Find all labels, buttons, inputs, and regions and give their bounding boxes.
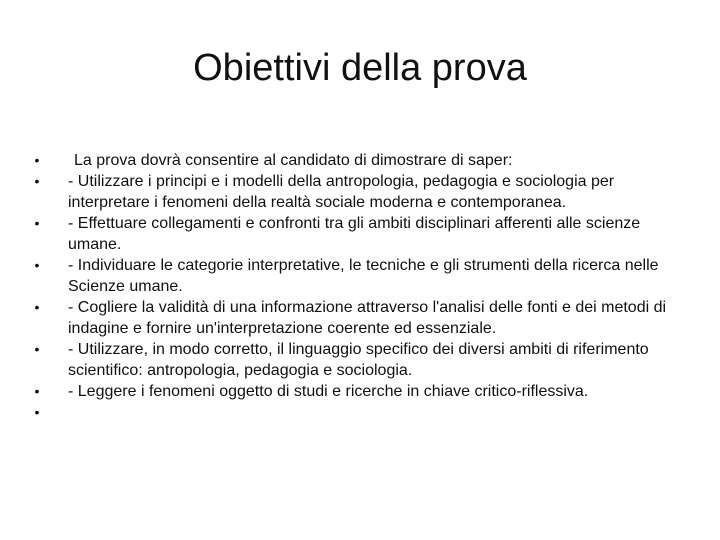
bullet-item	[30, 339, 690, 381]
bullet-text: - Effettuare collegamenti e confronti tra gli ambiti disciplinari afferenti alle scienze umane.	[68, 215, 641, 253]
bullet-marker: •	[34, 215, 40, 231]
bullet-text: - Utilizzare, in modo corretto, il linguaggio specifico dei diversi ambiti di riferimento scientifico: antropologia, pedagogia e sociologia.	[68, 341, 649, 379]
bullet-text: - Cogliere la validità di una informazione attraverso l'analisi delle fonti e dei metodi di indagine e fornire un'interpretazione coerente ed essenziale.	[68, 299, 667, 337]
slide-title: Obiettivi della prova	[193, 47, 527, 89]
bullet-marker: •	[34, 257, 40, 273]
bullet-marker: •	[34, 152, 40, 168]
bullet-text: - Leggere i fenomeni oggetto di studi e ricerche in chiave critico-riflessiva.	[68, 383, 589, 400]
bullet-marker: •	[34, 341, 40, 357]
bullet-text: - Individuare le categorie interpretative, le tecniche e gli strumenti della ricerca nelle Scienze umane.	[68, 257, 659, 295]
bullet-item	[30, 171, 690, 213]
bullet-item	[30, 150, 690, 171]
bullet-item-empty	[30, 402, 690, 423]
bullet-marker: •	[34, 173, 40, 189]
bullet-text: - Utilizzare i principi e i modelli della antropologia, pedagogia e sociologia per interpretare i fenomeni della realtà sociale moderna e contemporanea.	[68, 173, 615, 211]
bullet-item	[30, 213, 690, 255]
bullet-text: La prova dovrà consentire al candidato di dimostrare di saper:	[74, 152, 513, 169]
bullet-marker: •	[34, 383, 40, 399]
bullet-item	[30, 297, 690, 339]
bullet-item	[30, 255, 690, 297]
bullet-item	[30, 381, 690, 402]
bullet-marker: •	[34, 299, 40, 315]
bullet-marker: •	[34, 404, 40, 420]
bullet-list	[30, 150, 690, 423]
